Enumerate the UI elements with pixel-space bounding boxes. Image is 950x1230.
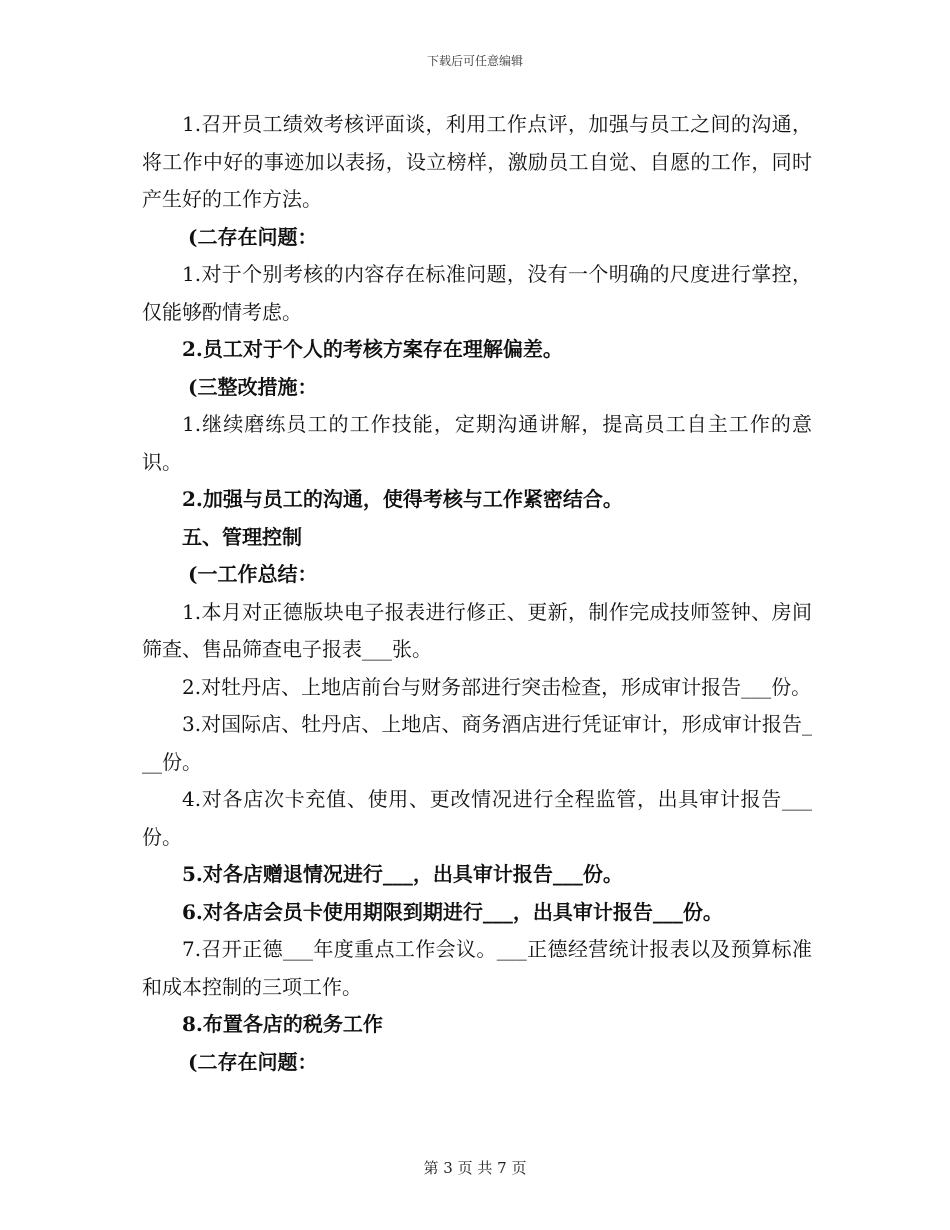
section-heading-5: 五、管理控制 — [182, 524, 302, 549]
document-body — [142, 106, 812, 1081]
paragraph-14: 5.对各店赠退情况进行___，出具审计报告___份。 — [182, 862, 623, 886]
heading-summary-1: (一工作总结： — [188, 562, 318, 586]
paragraph-12: 3.对国际店、牡丹店、上地店、商务酒店进行凭证审计，形成审计报告___份。 — [142, 712, 812, 774]
paragraph-7: 2.加强与员工的沟通，使得考核与工作紧密结合。 — [182, 487, 623, 511]
paragraph-16: 7.召开正德___年度重点工作会议。___正德经营统计报表以及预算标准和成本控制的三项工作。 — [142, 937, 812, 999]
paragraph-10: 1.本月对正德版块电子报表进行修正、更新，制作完成技师签钟、房间筛查、售品筛查电子报表___张。 — [142, 599, 812, 661]
paragraph-11: 2.对牡丹店、上地店前台与财务部进行突击检查，形成审计报告___份。 — [182, 674, 812, 699]
heading-issues-2: (二存在问题： — [188, 224, 318, 249]
heading-issues-2b: (二存在问题： — [188, 1049, 318, 1074]
paragraph-13: 4.对各店次卡充值、使用、更改情况进行全程监管，出具审计报告___份。 — [142, 787, 812, 849]
page-header: 下载后可任意编辑 — [426, 54, 523, 68]
page-footer: 第 3 页 共 7 页 — [423, 1159, 527, 1177]
paragraph-6: 1.继续磨练员工的工作技能，定期沟通讲解，提高员工自主工作的意识。 — [142, 412, 812, 474]
paragraph-4: 2.员工对于个人的考核方案存在理解偏差。 — [182, 337, 563, 361]
heading-measures-3: (三整改措施： — [188, 374, 318, 399]
paragraph-17: 8.布置各店的税务工作 — [182, 1012, 383, 1036]
paragraph-3: 1.对于个别考核的内容存在标准问题，没有一个明确的尺度进行掌控，仅能够酌情考虑。 — [142, 262, 812, 324]
paragraph-15: 6.对各店会员卡使用期限到期进行___，出具审计报告___份。 — [182, 899, 723, 924]
paragraph-1: 1.召开员工绩效考核评面谈，利用工作点评，加强与员工之间的沟通，将工作中好的事迹加以表扬，设立榜样，激励员工自觉、自愿的工作，同时产生好的工作方法。 — [142, 112, 812, 211]
